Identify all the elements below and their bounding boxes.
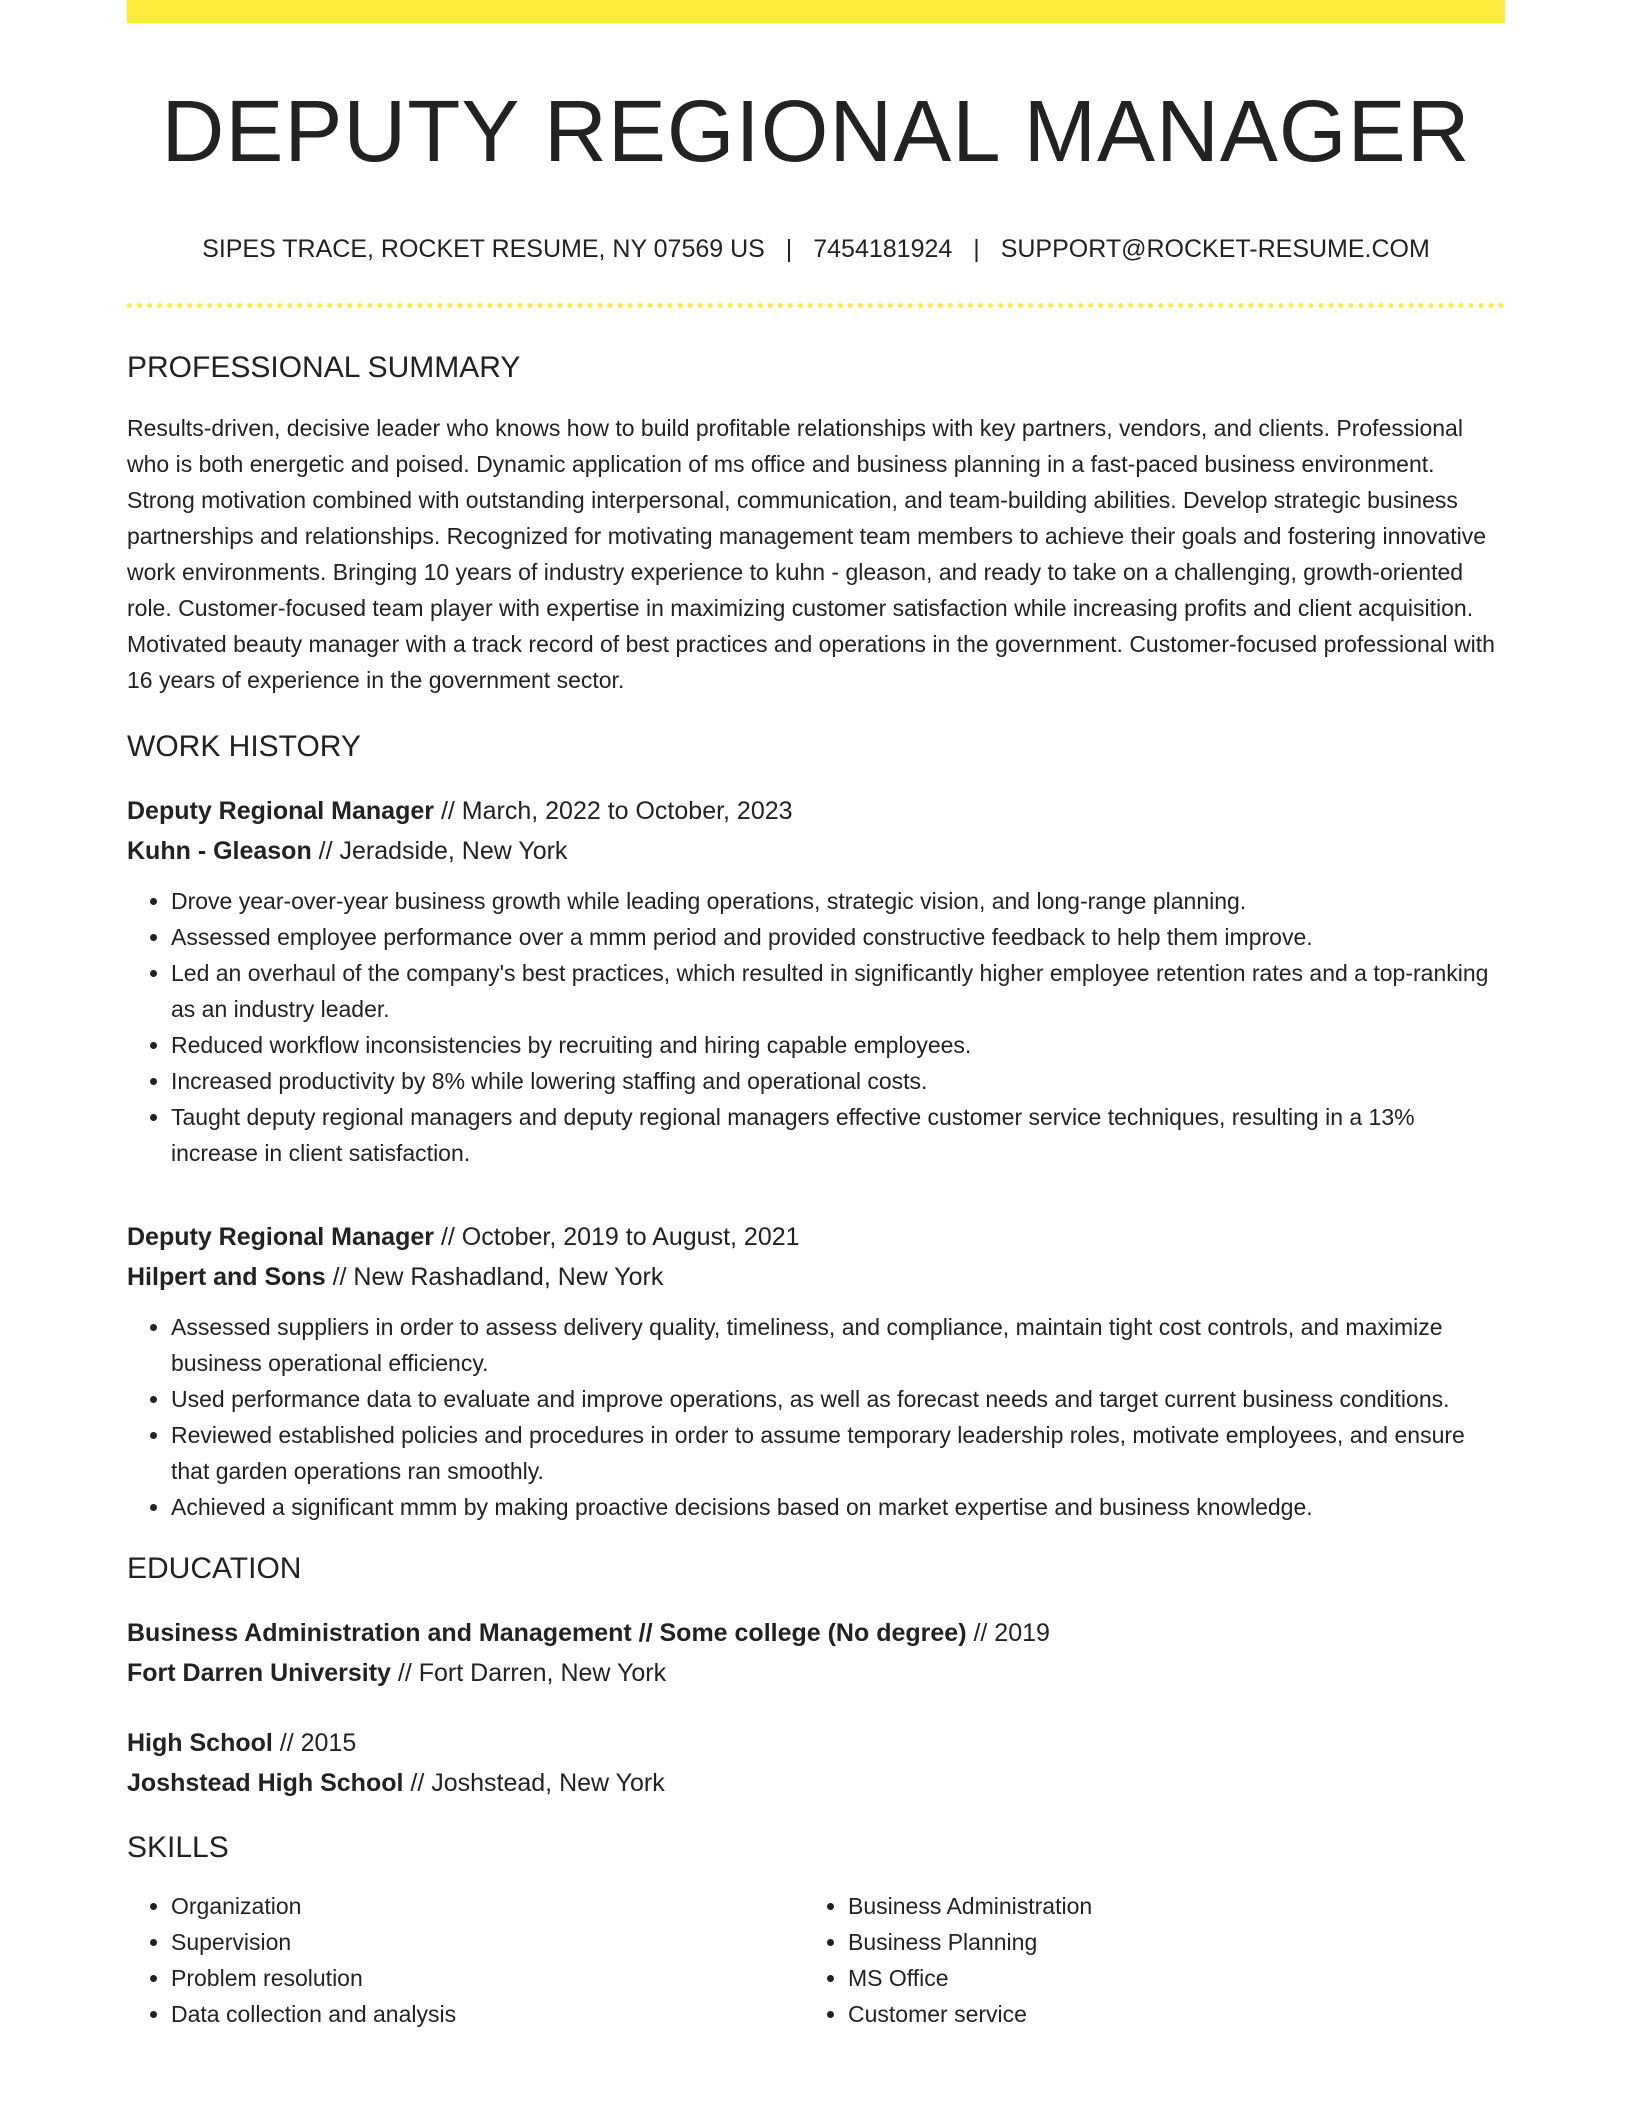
skills-list-left	[127, 1888, 804, 2032]
skill-item: • MS Office	[848, 1960, 1488, 1996]
job-company-line	[127, 1257, 1505, 1297]
job-company: Hilpert and Sons	[127, 1263, 326, 1291]
job-bullet: • Led an overhaul of the company's best practices, which resulted in significantly higher employee retention rates and a top-ranking as an industry leader.	[171, 955, 1505, 1027]
job-entry	[127, 791, 1505, 1171]
skill-item: • Business Planning	[848, 1924, 1488, 1960]
job-company-line	[127, 831, 1505, 871]
job-role-line	[127, 1217, 1505, 1257]
job-bullet: • Used performance data to evaluate and improve operations, as well as forecast needs and target current business conditions.	[171, 1381, 1505, 1417]
summary-section-title: PROFESSIONAL SUMMARY	[127, 351, 521, 384]
skill-item: • Organization	[171, 1888, 804, 1924]
job-company: Kuhn - Gleason	[127, 837, 312, 865]
education-section-title: EDUCATION	[127, 1552, 302, 1585]
job-bullet: • Reduced workflow inconsistencies by recruiting and hiring capable employees.	[171, 1027, 1505, 1063]
job-entry	[127, 1217, 1505, 1525]
job-dates: // October, 2019 to August, 2021	[434, 1223, 800, 1251]
job-location: // Jeradside, New York	[311, 837, 568, 865]
contact-email: SUPPORT@ROCKET-RESUME.COM	[1000, 235, 1430, 263]
education-year: // 2019	[966, 1619, 1050, 1647]
education-year: // 2015	[272, 1729, 357, 1757]
job-role: Deputy Regional Manager	[127, 1223, 434, 1251]
dotted-divider	[127, 303, 1505, 308]
contact-phone: 7454181924	[813, 235, 953, 263]
contact-separator: |	[973, 235, 980, 263]
job-bullets	[127, 883, 1505, 1171]
skills-list-right	[804, 1888, 1488, 2032]
job-bullet: • Drove year-over-year business growth while leading operations, strategic vision, and long-range planning.	[171, 883, 1505, 919]
education-degree-line	[127, 1723, 1505, 1763]
job-bullet: • Assessed suppliers in order to assess delivery quality, timeliness, and compliance, maintain tight cost controls, and maximize business operational efficiency.	[171, 1309, 1505, 1381]
education-degree: Business Administration and Management // Some college (No degree)	[127, 1619, 967, 1647]
education-school: Joshstead High School	[127, 1769, 404, 1797]
education-school-line	[127, 1653, 1505, 1693]
skill-item: • Customer service	[848, 1996, 1488, 2032]
skill-item: • Data collection and analysis	[171, 1996, 804, 2032]
job-role-line	[127, 791, 1505, 831]
work-history-section-title: WORK HISTORY	[127, 730, 361, 763]
education-entry	[127, 1613, 1505, 1693]
education-school-line	[127, 1763, 1505, 1803]
contact-line	[127, 234, 1505, 264]
resume-content	[127, 0, 1505, 2032]
skill-item: • Supervision	[171, 1924, 804, 1960]
skill-item: • Business Administration	[848, 1888, 1488, 1924]
job-role: Deputy Regional Manager	[127, 797, 434, 825]
education-school: Fort Darren University	[127, 1659, 391, 1687]
job-bullet: • Increased productivity by 8% while lowering staffing and operational costs.	[171, 1063, 1505, 1099]
contact-address: SIPES TRACE, ROCKET RESUME, NY 07569 US	[202, 235, 765, 263]
contact-separator: |	[785, 235, 793, 263]
job-dates: // March, 2022 to October, 2023	[434, 797, 793, 825]
summary-text: Results-driven, decisive leader who knows how to build profitable relationships with key partners, vendors, and clients. Professional who is both energetic and poised. Dynamic application of ms office and business planning in a fast-paced business environment. Strong motivation combined with outstanding interpersonal, communication, and team-building abilities. Develop strategic business partnerships and relationships. Recognized for motivating management team members to achieve their goals and fostering innovative work environments. Bringing 10 years of industry experience to kuhn - gleason, and ready to take on a challenging, growth-oriented role. Customer-focused team player with expertise in maximizing customer satisfaction while increasing profits and client acquisition. Motivated beauty manager with a track record of best practices and operations in the government. Customer-focused professional with 16 years of experience in the government sector.	[127, 415, 1495, 693]
job-bullet: • Achieved a significant mmm by making proactive decisions based on market expertise and business knowledge.	[171, 1489, 1505, 1525]
skill-item: • Problem resolution	[171, 1960, 804, 1996]
education-entry	[127, 1723, 1505, 1803]
job-bullet: • Taught deputy regional managers and deputy regional managers effective customer service techniques, resulting in a 13% increase in client satisfaction.	[171, 1099, 1505, 1171]
education-degree: High School	[127, 1729, 273, 1757]
resume-name-title: DEPUTY REGIONAL MANAGER	[161, 83, 1471, 180]
job-bullet: • Assessed employee performance over a mmm period and provided constructive feedback to help them improve.	[171, 919, 1505, 955]
job-bullet: • Reviewed established policies and procedures in order to assume temporary leadership roles, motivate employees, and ensure that garden operations ran smoothly.	[171, 1417, 1505, 1489]
education-location: // Fort Darren, New York	[390, 1659, 667, 1687]
job-bullets	[127, 1309, 1505, 1525]
education-location: // Joshstead, New York	[403, 1769, 665, 1797]
skills-section-title: SKILLS	[127, 1831, 229, 1864]
job-location: // New Rashadland, New York	[325, 1263, 664, 1291]
skills-columns	[127, 1888, 1505, 2032]
education-degree-line	[127, 1613, 1505, 1653]
